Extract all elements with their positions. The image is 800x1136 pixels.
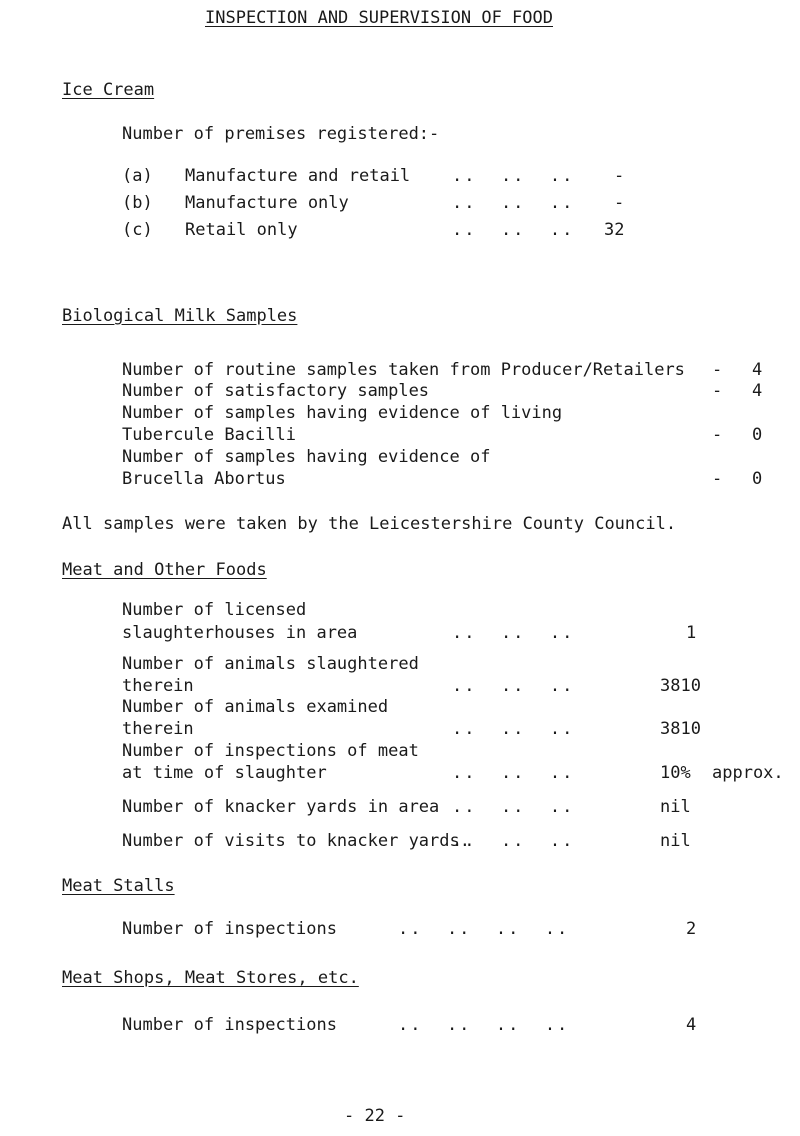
ice-cream-item-value: 32 xyxy=(604,220,625,240)
milk-row-dash: - xyxy=(712,469,723,489)
meat-item-value: 10% xyxy=(660,763,691,783)
meat-shops-value: 4 xyxy=(686,1015,697,1035)
milk-row-value: 4 xyxy=(752,381,763,401)
meat-item-line2: at time of slaughter xyxy=(122,763,327,783)
leader-dots: .. .. .. xyxy=(452,719,575,739)
leader-dots: .. .. .. xyxy=(452,831,575,851)
meat-item-line1: Number of licensed xyxy=(122,600,307,620)
leader-dots: .. .. .. xyxy=(452,166,575,186)
section-heading-milk: Biological Milk Samples xyxy=(62,306,298,326)
milk-row-text: Number of satisfactory samples xyxy=(122,381,430,401)
leader-dots: .. .. .. xyxy=(452,676,575,696)
page-number: - 22 - xyxy=(344,1106,406,1126)
page-title: INSPECTION AND SUPERVISION OF FOOD xyxy=(205,8,553,28)
milk-row-text: Number of samples having evidence of xyxy=(122,447,491,467)
milk-row-text: Number of samples having evidence of living xyxy=(122,403,563,423)
milk-row-text: Tubercule Bacilli xyxy=(122,425,296,445)
ice-cream-intro: Number of premises registered:- xyxy=(122,124,440,144)
meat-item-line2: Number of visits to knacker yards. xyxy=(122,831,470,851)
milk-row-dash: - xyxy=(712,425,723,445)
milk-row-dash: - xyxy=(712,381,723,401)
meat-shops-text: Number of inspections xyxy=(122,1015,337,1035)
meat-item-value: 1 xyxy=(686,623,697,643)
meat-item-value: nil xyxy=(660,831,691,851)
milk-row-value: 0 xyxy=(752,425,763,445)
milk-row-value: 0 xyxy=(752,469,763,489)
section-heading-meat-shops: Meat Shops, Meat Stores, etc. xyxy=(62,968,359,988)
ice-cream-item-label: (a) xyxy=(122,166,153,186)
ice-cream-item-text: Retail only xyxy=(185,220,298,240)
milk-row-dash: - xyxy=(712,360,723,380)
milk-row-text: Brucella Abortus xyxy=(122,469,286,489)
meat-item-line2: slaughterhouses in area xyxy=(122,623,358,643)
meat-item-value: 3810 xyxy=(660,719,701,739)
leader-dots: .. .. .. xyxy=(452,763,575,783)
leader-dots: .. .. .. xyxy=(452,193,575,213)
section-heading-meat: Meat and Other Foods xyxy=(62,560,267,580)
leader-dots: .. .. .. xyxy=(452,623,575,643)
meat-item-line1: Number of animals slaughtered xyxy=(122,654,419,674)
milk-row-value: 4 xyxy=(752,360,763,380)
milk-note: All samples were taken by the Leicestershire County Council. xyxy=(62,514,677,534)
meat-stalls-text: Number of inspections xyxy=(122,919,337,939)
meat-item-line2: Number of knacker yards in area xyxy=(122,797,440,817)
meat-stalls-value: 2 xyxy=(686,919,697,939)
milk-row-text: Number of routine samples taken from Producer/Retailers xyxy=(122,360,685,380)
section-heading-meat-stalls: Meat Stalls xyxy=(62,876,175,896)
meat-item-line2: therein xyxy=(122,676,194,696)
meat-item-line1: Number of inspections of meat xyxy=(122,741,419,761)
meat-item-suffix: approx. xyxy=(712,763,784,783)
ice-cream-item-label: (b) xyxy=(122,193,153,213)
ice-cream-item-value: - xyxy=(614,166,625,186)
ice-cream-item-label: (c) xyxy=(122,220,153,240)
meat-item-line1: Number of animals examined xyxy=(122,697,389,717)
leader-dots: .. .. .. xyxy=(452,220,575,240)
ice-cream-item-value: - xyxy=(614,193,625,213)
meat-item-value: 3810 xyxy=(660,676,701,696)
ice-cream-item-text: Manufacture only xyxy=(185,193,349,213)
section-heading-ice-cream: Ice Cream xyxy=(62,80,155,100)
ice-cream-item-text: Manufacture and retail xyxy=(185,166,411,186)
leader-dots: .. .. .. xyxy=(452,797,575,817)
meat-item-value: nil xyxy=(660,797,691,817)
leader-dots: .. .. .. .. xyxy=(398,919,570,939)
meat-item-line2: therein xyxy=(122,719,194,739)
leader-dots: .. .. .. .. xyxy=(398,1015,570,1035)
